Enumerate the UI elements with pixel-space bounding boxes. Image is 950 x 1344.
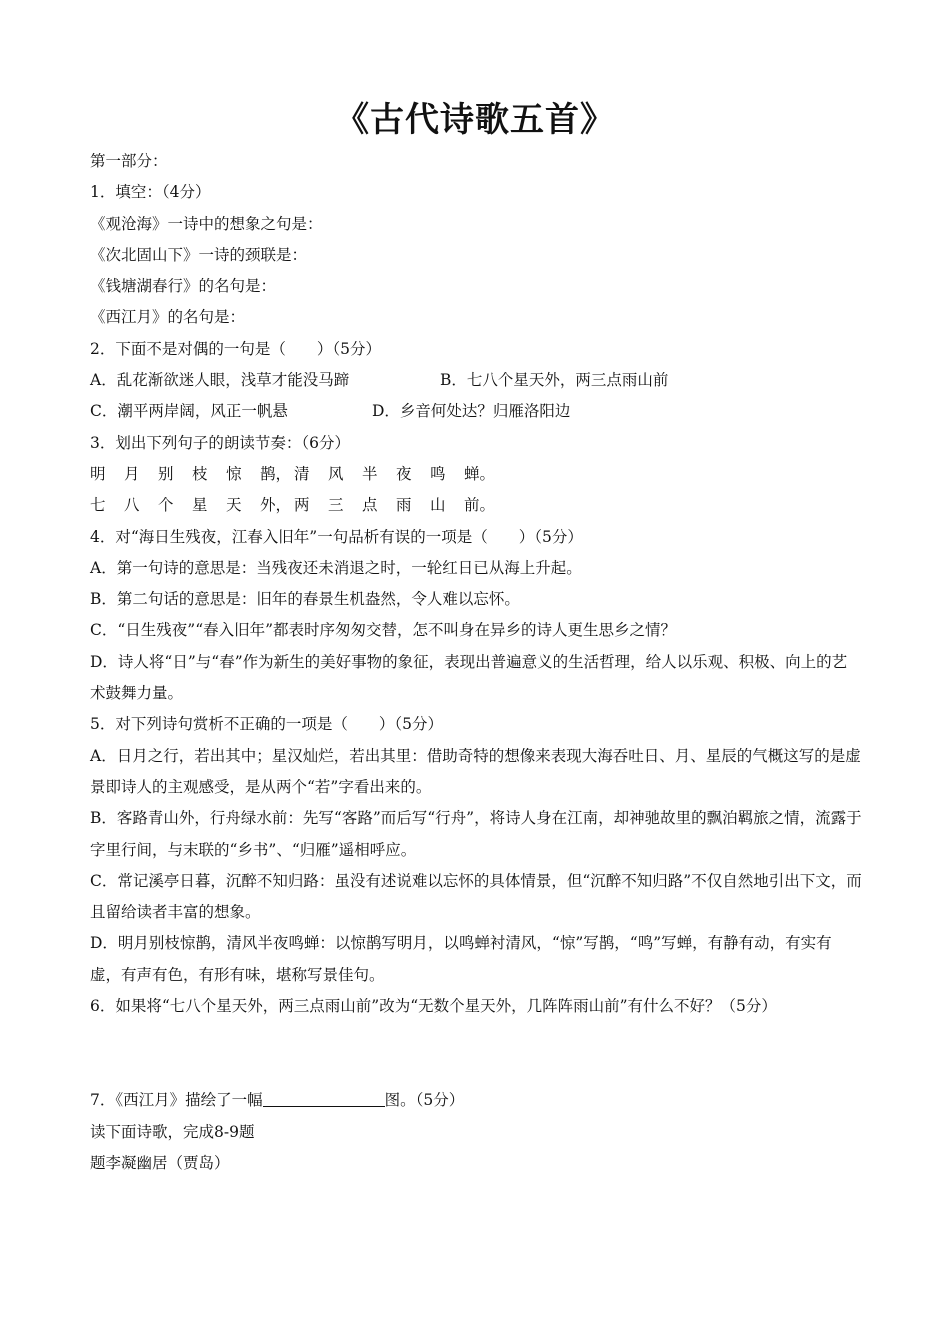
question-7: [90, 1085, 862, 1116]
question-5-option-c: C．常记溪亭日暮，沉醉不知归路：虽没有述说难以忘怀的具体情景，但“沉醉不知归路”不仅自然地引出下文，而且留给读者丰富的想象。: [90, 871, 862, 922]
question-2-option-b: B．七八个星天外，两三点雨山前: [440, 371, 669, 390]
char: 七: [90, 496, 106, 515]
question-1-line: 《次北固山下》一诗的颈联是：: [90, 245, 308, 264]
question-5-option-a: A．日月之行，若出其中；星汉灿烂，若出其里：借助奇特的想像来表现大海吞吐日、月、星辰的气概这写的是虚景即诗人的主观感受，是从两个“若”字看出来的。: [90, 746, 861, 796]
question-2-options-row-2: [90, 396, 862, 427]
question-6-heading: 6．如果将“七八个星天外，两三点雨山前”改为“无数个星天外，几阵阵雨山前”有什么不好？（5分）: [90, 997, 777, 1016]
char: 半: [362, 464, 378, 483]
question-4-heading: 4．对“海日生残夜，江春入旧年”一句品析有误的一项是（ ）（5分）: [90, 527, 583, 546]
char: 别: [158, 464, 174, 483]
question-4-option-c: C．“日生残夜”“春入旧年”都表时序匆匆交替，怎不叫身在异乡的诗人更生思乡之情？: [90, 621, 677, 640]
char: 蝉。: [464, 464, 496, 483]
question-4-option-b: B．第二句话的意思是：旧年的春景生机盎然，令人难以忘怀。: [90, 590, 520, 609]
char: 夜: [396, 464, 412, 483]
char: 外，: [260, 496, 292, 515]
question-1-heading: 1．填空：（4分）: [90, 183, 211, 202]
char: 三: [328, 496, 344, 515]
char: 鹊，: [260, 464, 292, 483]
question-3-line-2: [90, 490, 862, 521]
question-3-line-1: [90, 459, 862, 490]
char: 清: [294, 464, 310, 483]
question-2-option-a: A．乱花渐欲迷人眼，浅草才能没马蹄: [90, 371, 350, 390]
char: 点: [362, 496, 378, 515]
char: 前。: [464, 496, 496, 515]
reading-intro: 读下面诗歌，完成8-9题: [90, 1122, 255, 1141]
answer-blank[interactable]: [263, 1088, 385, 1107]
char: 星: [192, 496, 208, 515]
question-4-option-a: A．第一句诗的意思是：当残夜还未消退之时，一轮红日已从海上升起。: [90, 558, 582, 577]
char: 八: [124, 496, 140, 515]
question-1-line: 《钱塘湖春行》的名句是：: [90, 277, 277, 296]
question-2-heading: 2．下面不是对偶的一句是（ ）（5分）: [90, 339, 381, 358]
answer-space: [90, 1022, 862, 1085]
question-7-after: 图。（5分）: [384, 1091, 465, 1110]
question-2-option-c: C．潮平两岸阔，风正一帆悬: [90, 402, 288, 421]
char: 惊: [226, 464, 242, 483]
question-3-heading: 3．划出下列句子的朗读节奏：（6分）: [90, 433, 350, 452]
question-5-option-d: D．明月别枝惊鹊，清风半夜鸣蝉：以惊鹊写明月，以鸣蝉衬清风，“惊”写鹊，“鸣”写蝉，有静有动，有实有虚，有声有色，有形有味，堪称写景佳句。: [90, 934, 832, 984]
question-4-option-d: D．诗人将“日”与“春”作为新生的美好事物的象征，表现出普遍意义的生活哲理，给人以乐观、积极、向上的艺术鼓舞力量。: [90, 652, 848, 703]
char: 两: [294, 496, 310, 515]
question-1-line: 《西江月》的名句是：: [90, 308, 246, 327]
char: 鸣: [430, 464, 446, 483]
question-1-line: 《观沧海》一诗中的想象之句是：: [90, 214, 323, 233]
question-5-heading: 5．对下列诗句赏析不正确的一项是（ ）（5分）: [90, 715, 443, 734]
question-7-before: 7．《西江月》描绘了一幅: [90, 1091, 263, 1110]
char: 明: [90, 464, 106, 483]
question-2-option-d: D．乡音何处达？归雁洛阳边: [372, 402, 571, 421]
question-2-options-row-1: [90, 365, 862, 396]
poem-title: 题李凝幽居（贾岛）: [90, 1153, 230, 1172]
char: 山: [430, 496, 446, 515]
char: 风: [328, 464, 344, 483]
char: 月: [124, 464, 140, 483]
char: 枝: [192, 464, 208, 483]
page-title: 《古代诗歌五首》: [335, 100, 615, 140]
question-5-option-b: B．客路青山外，行舟绿水前：先写“客路”而后写“行舟”，将诗人身在江南，却神驰故里的飘泊羁旅之情，流露于字里行间，与末联的“乡书”、“归雁”遥相呼应。: [90, 809, 862, 859]
document-body: [90, 146, 862, 1179]
char: 雨: [396, 496, 412, 515]
char: 个: [158, 496, 174, 515]
part-heading: 第一部分：: [90, 152, 168, 170]
char: 天: [226, 496, 242, 515]
